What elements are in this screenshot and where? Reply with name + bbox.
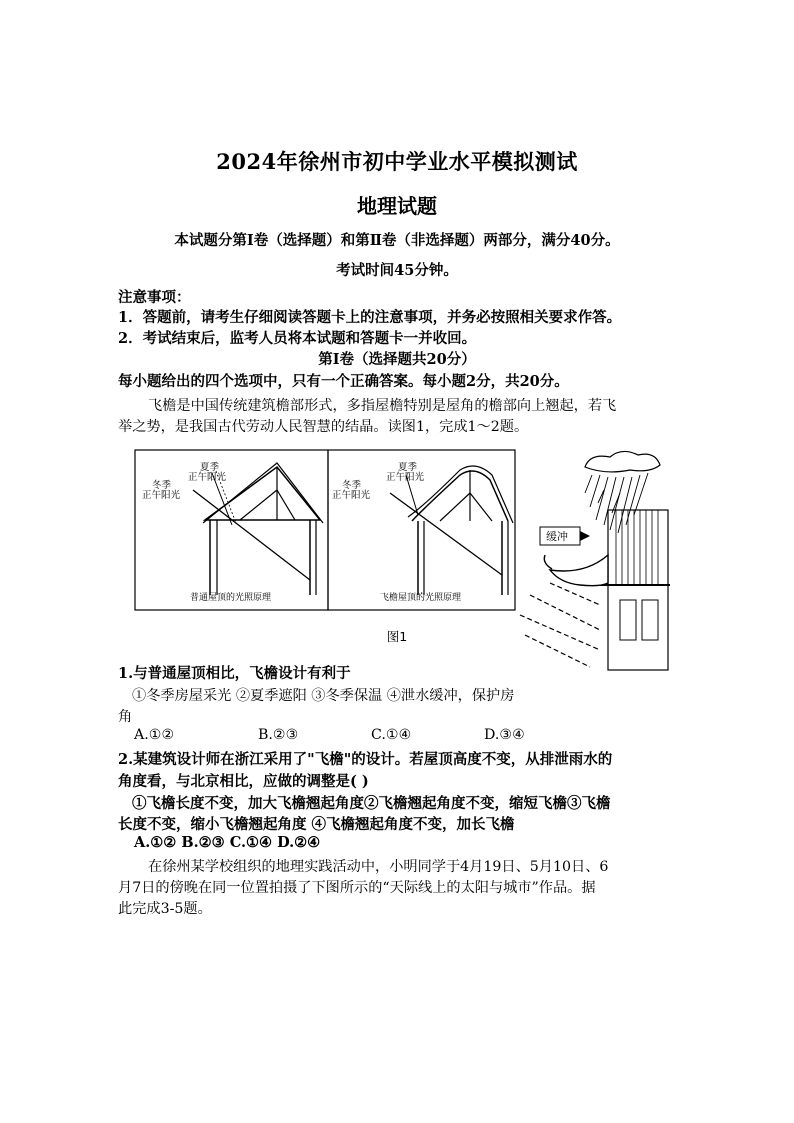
left-summer-label-1: 夏季	[200, 462, 220, 473]
notes-heading: 注意事项：	[118, 289, 191, 306]
note-item-2: 2．考试结束后，监考人员将本试题和答题卡一并收回。	[118, 330, 477, 347]
passage1-line2: 举之势，是我国古代劳动人民智慧的结晶。读图1，完成1～2题。	[118, 419, 529, 435]
q1-options-wrap: 角	[118, 709, 133, 725]
q2-stem-line2: 角度看，与北京相比，应做的调整是( )	[118, 773, 369, 790]
left-panel-caption: 普通屋顶的光照原理	[190, 593, 272, 603]
passage2-line3: 此完成3-5题。	[118, 901, 212, 917]
panel-flying-eave-roof	[328, 450, 515, 610]
section1-instruction: 每小题给出的四个选项中，只有一个正确答案。每小题2分，共20分。	[118, 373, 569, 390]
q2-stem-line1: 2.某建筑设计师在浙江采用了"飞檐"的设计。若屋顶高度不变，从排泄雨水的	[118, 751, 613, 768]
q1-choice-d: D.③④	[484, 727, 525, 743]
exam-intro: 本试题分第Ⅰ卷（选择题）和第Ⅱ卷（非选择题）两部分，满分40分。	[174, 232, 620, 249]
passage1-line1: 飞檐是中国传统建筑檐部形式，多指屋檐特别是屋角的檐部向上翘起，若飞	[148, 398, 617, 414]
page-title: 2024年徐州市初中学业水平模拟测试	[216, 149, 578, 174]
figure-1-caption: 图1	[386, 629, 408, 644]
q2-options-line2: 长度不变，缩小飞檐翘起角度 ④飞檐翘起角度不变，加长飞檐	[118, 816, 515, 833]
right-winter-label-1: 冬季	[342, 480, 362, 491]
page-subtitle: 地理试题	[357, 194, 437, 218]
left-winter-label-2: 正午阳光	[142, 490, 181, 501]
right-summer-label-2: 正午阳光	[386, 472, 425, 483]
buffer-label: 缓冲	[546, 530, 568, 543]
q1-options: ①冬季房屋采光 ②夏季遮阳 ③冬季保温 ④泄水缓冲，保护房	[132, 688, 515, 704]
section1-heading: 第Ⅰ卷（选择题共20分）	[318, 351, 476, 368]
panel-normal-roof	[135, 450, 328, 610]
q1-choice-a: A.①②	[134, 727, 175, 743]
note-item-1: 1．答题前，请考生仔细阅读答题卡上的注意事项，并务必按照相关要求作答。	[118, 309, 622, 326]
left-summer-label-2: 正午阳光	[188, 472, 227, 483]
q1-stem: 1.与普通屋顶相比，飞檐设计有利于	[118, 665, 351, 682]
left-winter-label-1: 冬季	[152, 480, 172, 491]
q2-options-line1: ①飞檐长度不变，加大飞檐翘起角度②飞檐翘起角度不变，缩短飞檐③飞檐	[132, 795, 611, 812]
right-panel-caption: 飞檐屋顶的光照原理	[380, 593, 462, 603]
right-summer-label-1: 夏季	[398, 462, 418, 473]
q1-choice-b: B.②③	[258, 727, 299, 743]
q1-choice-c: C.①④	[371, 727, 412, 743]
exam-time: 考试时间45分钟。	[336, 262, 458, 279]
right-winter-label-2: 正午阳光	[332, 490, 371, 501]
passage2-line1: 在徐州某学校组织的地理实践活动中，小明同学于4月19日、5月10日、6	[148, 859, 609, 875]
q2-choices: A.①② B.②③ C.①④ D.②④	[134, 834, 321, 851]
passage2-line2: 月7日的傍晚在同一位置拍摄了下图所示的“天际线上的太阳与城市”作品。据	[118, 880, 596, 896]
